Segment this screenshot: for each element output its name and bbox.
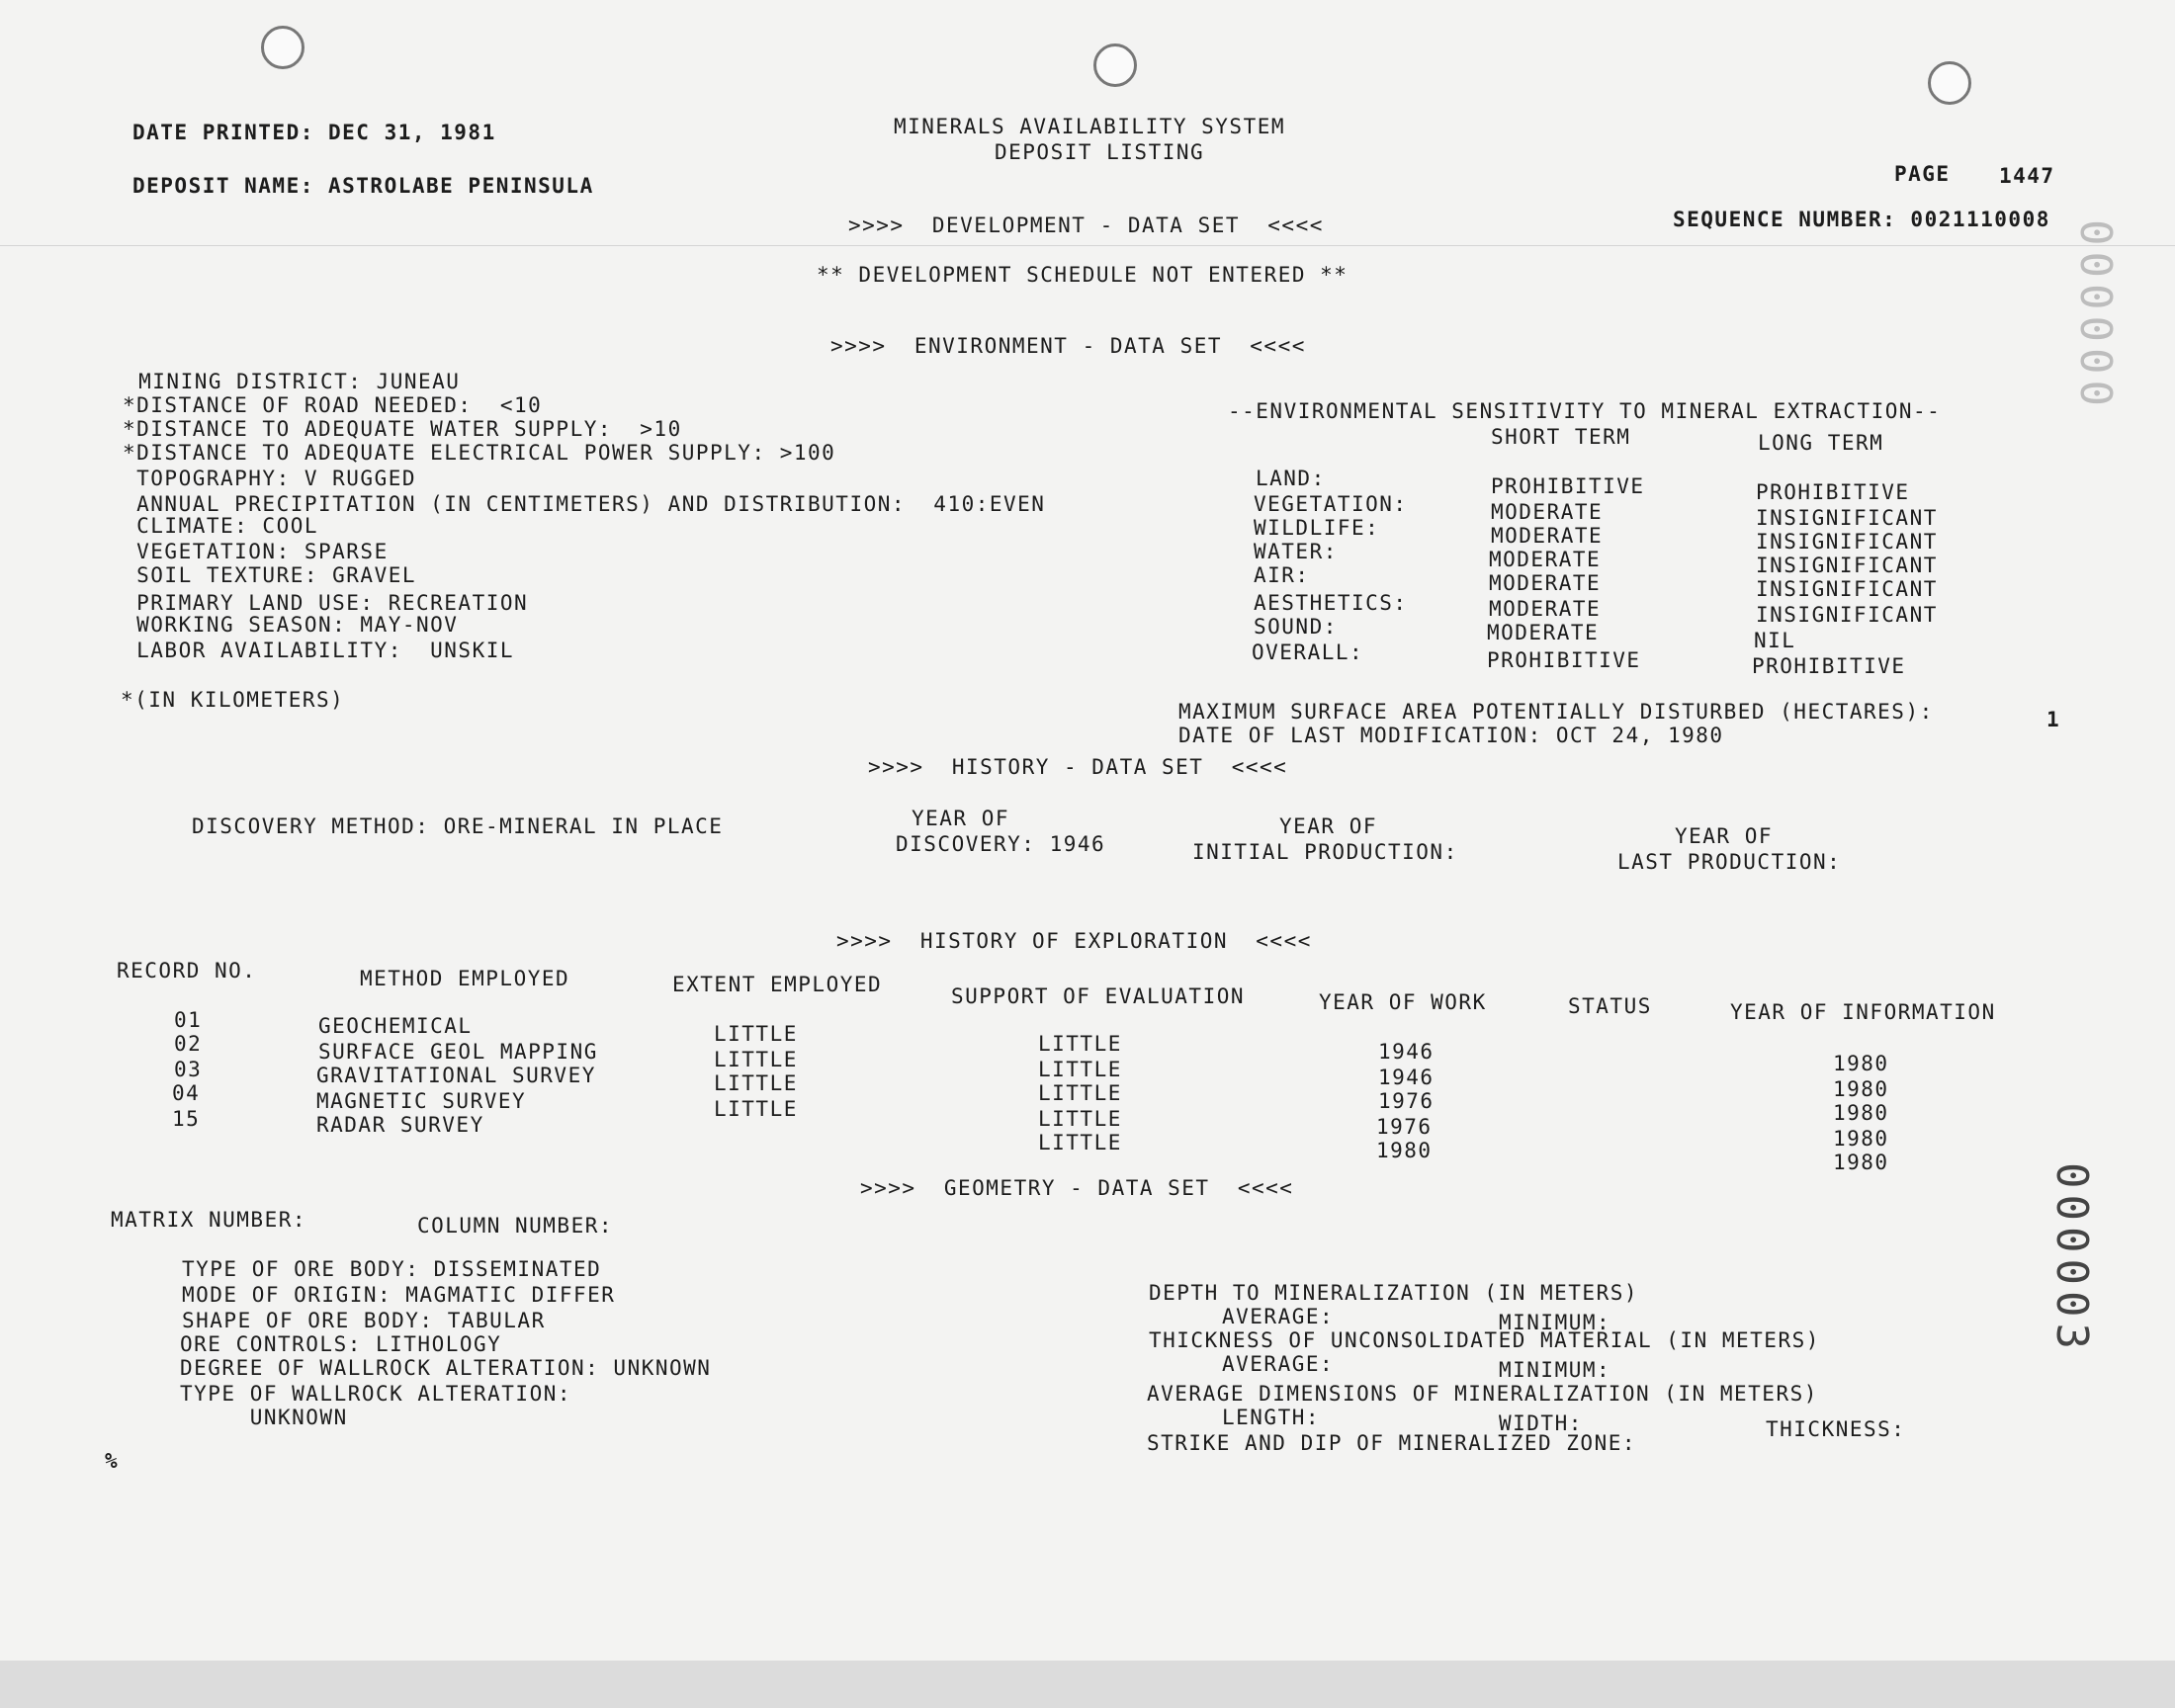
year-of-information: 1980 — [1833, 1052, 1889, 1075]
sensitivity-short: MODERATE — [1491, 500, 1604, 524]
record-number: 01 — [174, 1008, 203, 1032]
year-of-label: YEAR OF — [1279, 814, 1378, 838]
sensitivity-short: MODERATE — [1487, 621, 1600, 644]
strike-and-dip: STRIKE AND DIP OF MINERALIZED ZONE: — [1147, 1431, 1637, 1455]
year-of-label: YEAR OF — [1675, 824, 1774, 848]
support-evaluation: LITTLE — [1038, 1032, 1122, 1056]
last-modification: DATE OF LAST MODIFICATION: OCT 24, 1980 — [1178, 724, 1724, 747]
sensitivity-title: --ENVIRONMENTAL SENSITIVITY TO MINERAL EXTRACTION-- — [1228, 399, 1942, 423]
year-of-discovery: DISCOVERY: 1946 — [896, 832, 1106, 856]
geometry-line: SHAPE OF ORE BODY: TABULAR — [182, 1309, 546, 1332]
initial-production: INITIAL PRODUCTION: — [1192, 840, 1458, 864]
env-line: MINING DISTRICT: JUNEAU — [125, 370, 461, 393]
dimension-thickness: THICKNESS: — [1766, 1417, 1906, 1441]
extent-employed: LITTLE — [714, 1048, 798, 1071]
sensitivity-long: INSIGNIFICANT — [1756, 506, 1938, 530]
last-production: LAST PRODUCTION: — [1617, 850, 1842, 874]
sensitivity-long: INSIGNIFICANT — [1756, 603, 1938, 627]
sensitivity-label: VEGETATION: — [1254, 492, 1408, 516]
support-evaluation: LITTLE — [1038, 1131, 1122, 1154]
record-number: 04 — [172, 1081, 201, 1105]
env-line: ANNUAL PRECIPITATION (IN CENTIMETERS) AND DISTRIBUTION: 410:EVEN — [123, 492, 1046, 516]
column-header: METHOD EMPLOYED — [360, 967, 570, 990]
sensitivity-short: MODERATE — [1489, 548, 1602, 571]
page-label: PAGE — [1894, 162, 1951, 186]
env-line: CLIMATE: COOL — [123, 514, 319, 538]
geometry-heading: >>>> GEOMETRY - DATA SET <<<< — [860, 1176, 1294, 1200]
max-surface-area-value: 1 — [2046, 708, 2061, 731]
sensitivity-label: SOUND: — [1254, 615, 1338, 639]
short-term-header: SHORT TERM — [1491, 425, 1631, 449]
environment-heading: >>>> ENVIRONMENT - DATA SET <<<< — [830, 334, 1306, 358]
development-note: ** DEVELOPMENT SCHEDULE NOT ENTERED ** — [817, 263, 1348, 287]
year-of-information: 1980 — [1833, 1101, 1889, 1125]
matrix-number: MATRIX NUMBER: — [111, 1208, 307, 1232]
frame-stamp-faint: 000000 — [2070, 219, 2121, 412]
year-of-information: 1980 — [1833, 1077, 1889, 1101]
geometry-line: DEGREE OF WALLROCK ALTERATION: UNKNOWN — [180, 1356, 712, 1380]
support-evaluation: LITTLE — [1038, 1058, 1122, 1081]
discovery-method: DISCOVERY METHOD: ORE-MINERAL IN PLACE — [192, 814, 724, 838]
unconsolidated-thickness: THICKNESS OF UNCONSOLIDATED MATERIAL (IN METERS) — [1149, 1328, 1820, 1352]
binder-hole-right — [1928, 61, 1971, 105]
column-header: STATUS — [1568, 994, 1652, 1018]
year-of-information: 1980 — [1833, 1127, 1889, 1151]
date-printed: DATE PRINTED: DEC 31, 1981 — [132, 121, 496, 144]
dimension-length: LENGTH: — [1222, 1406, 1321, 1429]
year-of-work: 1976 — [1376, 1115, 1433, 1139]
sensitivity-long: PROHIBITIVE — [1752, 654, 1906, 678]
year-of-work: 1946 — [1378, 1066, 1435, 1089]
year-of-work: 1946 — [1378, 1040, 1435, 1064]
year-of-work: 1976 — [1378, 1089, 1435, 1113]
support-evaluation: LITTLE — [1038, 1081, 1122, 1105]
max-surface-area: MAXIMUM SURFACE AREA POTENTIALLY DISTURBED (HECTARES): — [1178, 700, 1934, 724]
env-line: *DISTANCE TO ADEQUATE WATER SUPPLY: >10 — [123, 417, 682, 441]
env-line: PRIMARY LAND USE: RECREATION — [123, 591, 529, 615]
column-header: EXTENT EMPLOYED — [672, 973, 883, 996]
sensitivity-long: INSIGNIFICANT — [1756, 554, 1938, 577]
method-employed: RADAR SURVEY — [316, 1113, 484, 1137]
geometry-line: TYPE OF WALLROCK ALTERATION: — [180, 1382, 572, 1406]
year-of-label: YEAR OF — [912, 807, 1010, 830]
extent-employed: LITTLE — [714, 1022, 798, 1046]
long-term-header: LONG TERM — [1758, 431, 1884, 455]
sensitivity-label: LAND: — [1256, 467, 1326, 490]
sensitivity-short: MODERATE — [1491, 524, 1604, 548]
method-employed: SURFACE GEOL MAPPING — [318, 1040, 598, 1064]
env-line: TOPOGRAPHY: V RUGGED — [123, 467, 417, 490]
geometry-line: MODE OF ORIGIN: MAGMATIC DIFFER — [182, 1283, 616, 1307]
method-employed: MAGNETIC SURVEY — [316, 1089, 527, 1113]
dimension-width: WIDTH: — [1499, 1411, 1583, 1435]
sensitivity-label: OVERALL: — [1252, 640, 1364, 664]
deposit-name: DEPOSIT NAME: ASTROLABE PENINSULA — [132, 174, 594, 198]
env-line: SOIL TEXTURE: GRAVEL — [123, 563, 417, 587]
sensitivity-label: AESTHETICS: — [1254, 591, 1408, 615]
development-heading: >>>> DEVELOPMENT - DATA SET <<<< — [848, 214, 1324, 237]
sensitivity-label: WILDLIFE: — [1254, 516, 1380, 540]
record-number: 15 — [172, 1107, 201, 1131]
sensitivity-short: PROHIBITIVE — [1491, 474, 1645, 498]
year-of-work: 1980 — [1376, 1139, 1433, 1162]
thickness-average: AVERAGE: — [1222, 1352, 1335, 1376]
env-line: *DISTANCE TO ADEQUATE ELECTRICAL POWER SUPPLY: >100 — [123, 441, 836, 465]
geometry-line: ORE CONTROLS: LITHOLOGY — [180, 1332, 502, 1356]
page-number: 1447 — [1999, 164, 2055, 188]
sensitivity-long: PROHIBITIVE — [1756, 480, 1910, 504]
history-heading: >>>> HISTORY - DATA SET <<<< — [868, 755, 1288, 779]
exploration-heading: >>>> HISTORY OF EXPLORATION <<<< — [836, 929, 1312, 953]
column-number: COLUMN NUMBER: — [417, 1214, 614, 1238]
sensitivity-label: WATER: — [1254, 540, 1338, 563]
average-dimensions: AVERAGE DIMENSIONS OF MINERALIZATION (IN METERS) — [1147, 1382, 1818, 1406]
depth-average: AVERAGE: — [1222, 1305, 1335, 1328]
record-number: 03 — [174, 1058, 203, 1081]
column-header: SUPPORT OF EVALUATION — [951, 984, 1246, 1008]
kilometers-footnote: *(IN KILOMETERS) — [121, 688, 345, 712]
method-employed: GRAVITATIONAL SURVEY — [316, 1064, 596, 1087]
frame-stamp: 000003 — [2046, 1162, 2097, 1355]
sensitivity-short: PROHIBITIVE — [1487, 648, 1641, 672]
record-number: 02 — [174, 1032, 203, 1056]
sequence-number: SEQUENCE NUMBER: 0021110008 — [1673, 208, 2050, 231]
sensitivity-long: NIL — [1754, 629, 1796, 652]
support-evaluation: LITTLE — [1038, 1107, 1122, 1131]
extent-employed: LITTLE — [714, 1071, 798, 1095]
year-of-information: 1980 — [1833, 1151, 1889, 1174]
thickness-minimum: MINIMUM: — [1499, 1358, 1611, 1382]
column-header: RECORD NO. — [117, 959, 257, 982]
depth-to-mineralization: DEPTH TO MINERALIZATION (IN METERS) — [1149, 1281, 1639, 1305]
end-mark: % — [105, 1449, 120, 1473]
binder-hole-center — [1093, 43, 1137, 87]
geometry-line: UNKNOWN — [180, 1406, 348, 1429]
env-line: LABOR AVAILABILITY: UNSKIL — [123, 639, 515, 662]
sensitivity-short: MODERATE — [1489, 597, 1602, 621]
sensitivity-label: AIR: — [1254, 563, 1310, 587]
env-line: *DISTANCE OF ROAD NEEDED: <10 — [123, 393, 543, 417]
env-line: WORKING SEASON: MAY-NOV — [123, 613, 459, 637]
system-title: MINERALS AVAILABILITY SYSTEM — [894, 115, 1286, 138]
fold-line — [0, 245, 2175, 246]
geometry-line: TYPE OF ORE BODY: DISSEMINATED — [182, 1257, 602, 1281]
binder-hole-left — [261, 26, 304, 69]
column-header: YEAR OF INFORMATION — [1730, 1000, 1996, 1024]
extent-employed: LITTLE — [714, 1097, 798, 1121]
sensitivity-short: MODERATE — [1489, 571, 1602, 595]
depth-minimum: MINIMUM: — [1499, 1311, 1611, 1334]
sensitivity-long: INSIGNIFICANT — [1756, 577, 1938, 601]
listing-subtitle: DEPOSIT LISTING — [995, 140, 1205, 164]
scan-border — [0, 1661, 2175, 1708]
method-employed: GEOCHEMICAL — [318, 1014, 473, 1038]
sensitivity-long: INSIGNIFICANT — [1756, 530, 1938, 554]
column-header: YEAR OF WORK — [1319, 990, 1487, 1014]
env-line: VEGETATION: SPARSE — [123, 540, 389, 563]
